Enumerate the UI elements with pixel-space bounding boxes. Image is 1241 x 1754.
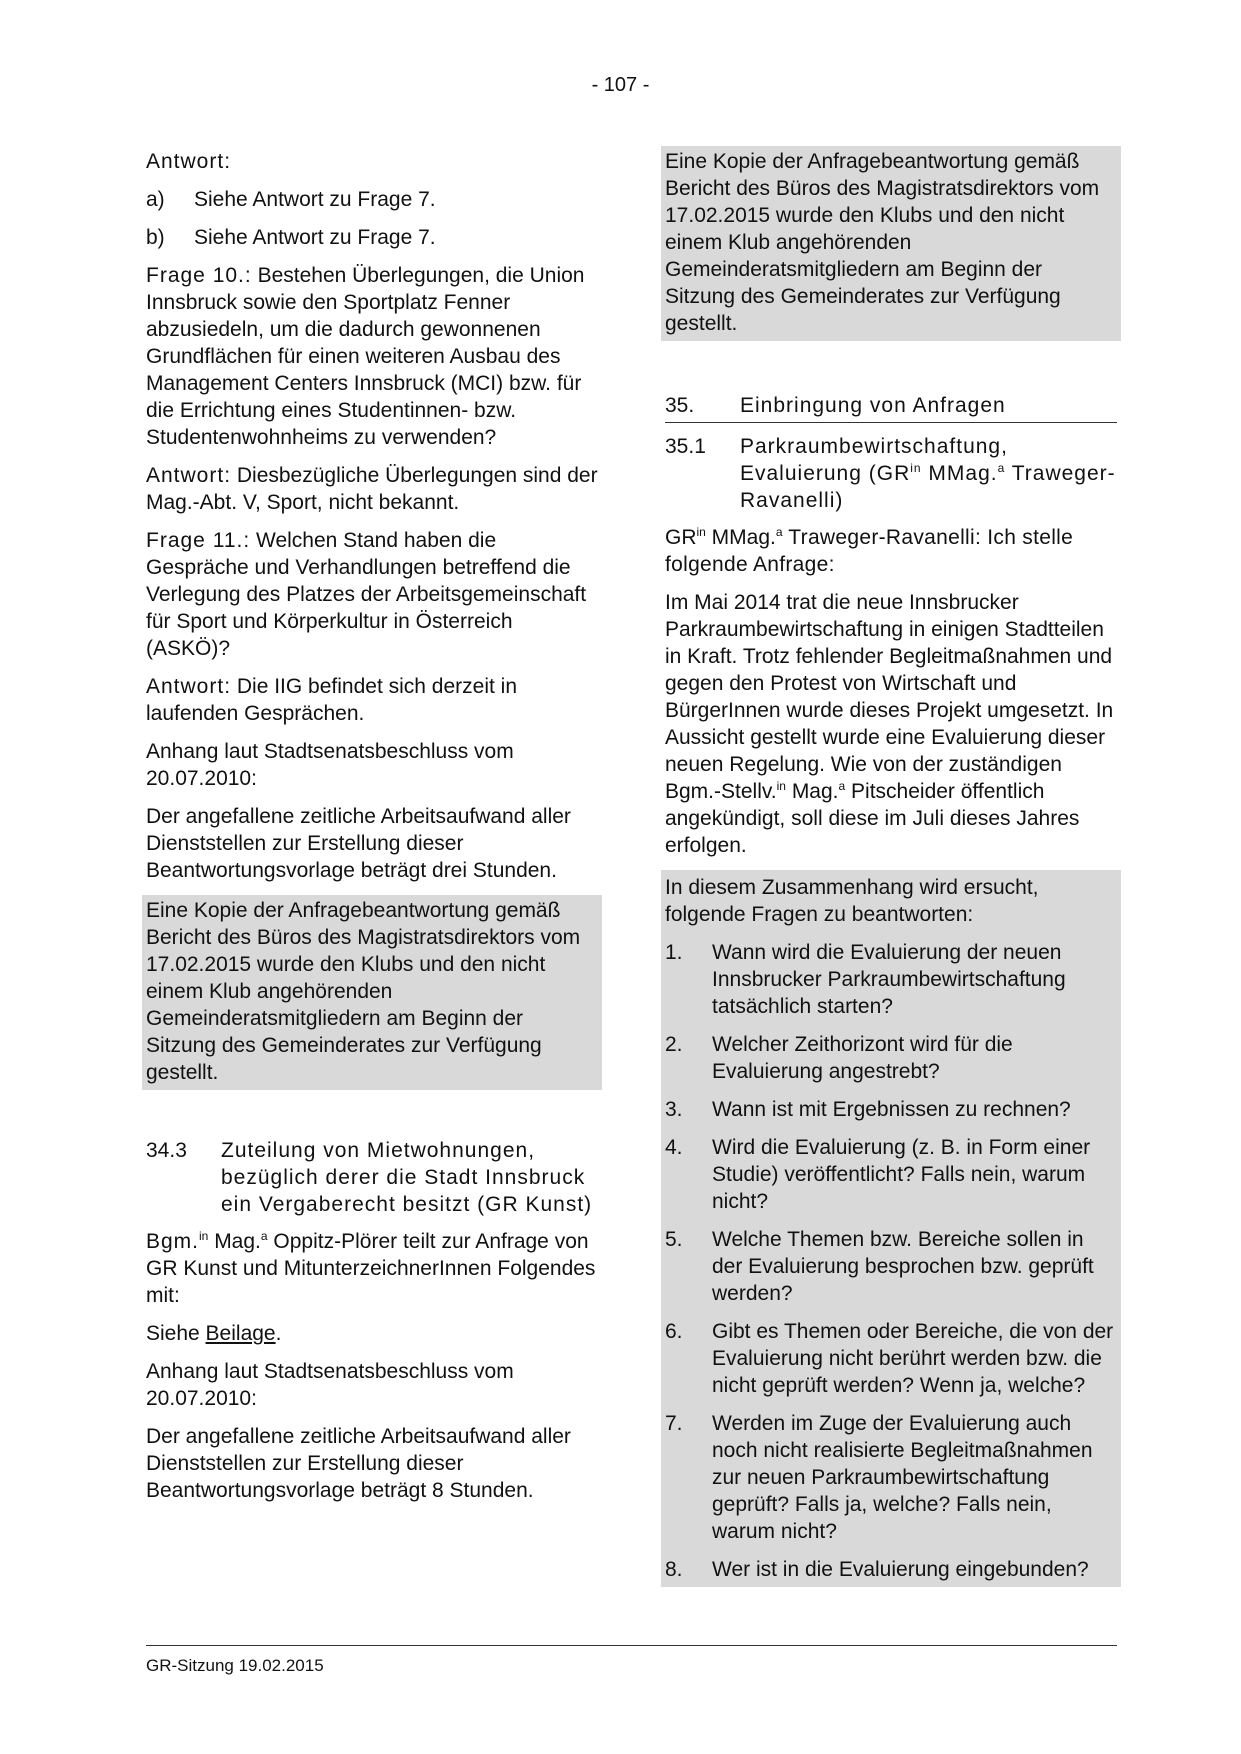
- question-item: [665, 1410, 1117, 1545]
- fragen-intro: In diesem Zusammenhang wird ersucht, folgende Fragen zu beantworten:: [665, 876, 1039, 926]
- siehe-beilage: [146, 1320, 598, 1347]
- bgm-prefix: Bgm.: [146, 1230, 200, 1253]
- intro-sup-a: a: [838, 779, 846, 793]
- question-number: 4.: [665, 1136, 683, 1159]
- kopie-box-1: [142, 895, 602, 1090]
- question-item: [665, 1031, 1117, 1085]
- question-text: Werden im Zuge der Evaluierung auch noch nicht realisierte Begleitmaßnahmen zur neuen Parkraumbewirtschaftung geprüft? Falls ja, welche? Falls nein, warum nicht?: [712, 1412, 1093, 1543]
- intro-part1: Im Mai 2014 trat die neue Innsbrucker Parkraumbewirtschaftung in einigen Stadtteilen in Kraft. Trotz fehlender Begleitmaßnahmen und gegen den Protest von Wirtschaft und BürgerInnen wurde dieses Projekt umgesetzt. In Aussicht gestellt wurde eine Evaluierung dieser neuen Regelung. Wie von der zuständigen Bgm.-Stellv.: [665, 591, 1114, 803]
- section-34-3-number: 34.3: [146, 1139, 187, 1162]
- question-item: [665, 1318, 1117, 1399]
- footer-text: GR-Sitzung 19.02.2015: [146, 1656, 324, 1675]
- section-35-1-title-part1: Parkraumbewirtschaftung, Evaluierung (GR: [740, 435, 1008, 485]
- anhang-2: Anhang laut Stadtsenatsbeschluss vom 20.07.2010:: [146, 1360, 514, 1410]
- section-35-1-sup-a: a: [997, 461, 1006, 475]
- beilage-link[interactable]: Beilage: [205, 1322, 276, 1345]
- bgm-statement: [146, 1228, 598, 1309]
- question-number: 2.: [665, 1033, 683, 1056]
- kopie-1-text: Eine Kopie der Anfragebeantwortung gemäß Bericht des Büros des Magistratsdirektors vom 17.02.2015 wurde den Klubs und den nicht einem Klub angehörenden Gemeinderatsmitgliedern am Beginn der Sitzung des Gemeinderates zur Verfügung gestellt.: [146, 899, 581, 1084]
- question-text: Wann ist mit Ergebnissen zu rechnen?: [712, 1098, 1071, 1121]
- question-item: [665, 1134, 1117, 1215]
- question-item: [665, 1096, 1117, 1123]
- antwort-11: [146, 673, 598, 727]
- question-number: 7.: [665, 1412, 683, 1435]
- intro-part2: Mag.: [785, 780, 839, 803]
- speaker-text: Traweger-Ravanelli: Ich stelle folgende Anfrage:: [665, 526, 1074, 576]
- antwort-11-label: Antwort:: [146, 675, 232, 698]
- frage-10: [146, 262, 598, 451]
- question-number: 6.: [665, 1320, 683, 1343]
- section-34-3-title: Zuteilung von Mietwohnungen, bezüglich derer die Stadt Innsbruck ein Vergaberecht besitzt (GR Kunst): [221, 1139, 593, 1216]
- antwort-heading: Antwort:: [146, 150, 232, 173]
- antwort-10: [146, 462, 598, 516]
- speaker-sup-in: in: [696, 525, 706, 539]
- questions-box: [661, 870, 1121, 1587]
- section-35-heading: [665, 392, 1117, 423]
- anhang-1: Anhang laut Stadtsenatsbeschluss vom 20.07.2010:: [146, 740, 514, 790]
- answer-a-text: Siehe Antwort zu Frage 7.: [194, 188, 436, 211]
- frage-10-label: Frage 10.:: [146, 264, 252, 287]
- bgm-text: Oppitz-Plörer teilt zur Anfrage von GR Kunst und MitunterzeichnerInnen Folgendes mit:: [146, 1230, 596, 1307]
- question-text: Wann wird die Evaluierung der neuen Innsbrucker Parkraumbewirtschaftung tatsächlich starten?: [712, 941, 1066, 1018]
- section-35-number: 35.: [665, 394, 695, 417]
- intro-part3: Pitscheider öffentlich angekündigt, soll diese im Juli dieses Jahres erfolgen.: [665, 780, 1080, 857]
- speaker-sup-a: a: [775, 525, 783, 539]
- section-35-1-title: [740, 433, 1117, 514]
- siehe-suffix: .: [275, 1322, 282, 1345]
- section-35-1-title-part3: Traweger-Ravanelli): [740, 462, 1116, 512]
- question-text: Wird die Evaluierung (z. B. in Form einer Studie) veröffentlicht? Falls nein, warum nicht?: [712, 1136, 1091, 1213]
- section-35-title: Einbringung von Anfragen: [740, 394, 1006, 417]
- answer-a: [146, 186, 598, 213]
- right-column: [665, 148, 1117, 1587]
- question-number: 5.: [665, 1228, 683, 1251]
- question-number: 1.: [665, 941, 683, 964]
- intro-sup-in: in: [776, 779, 786, 793]
- aufwand-1: Der angefallene zeitliche Arbeitsaufwand aller Dienststellen zur Erstellung dieser Beantwortungsvorlage beträgt drei Stunden.: [146, 805, 571, 882]
- question-text: Wer ist in die Evaluierung eingebunden?: [712, 1558, 1089, 1581]
- antwort-11-text: Die IIG befindet sich derzeit in laufenden Gesprächen.: [146, 675, 518, 725]
- frage-11-label: Frage 11.:: [146, 529, 251, 552]
- question-number: 3.: [665, 1098, 683, 1121]
- kopie-box-2: [661, 146, 1121, 341]
- frage-10-text: Bestehen Überlegungen, die Union Innsbruck sowie den Sportplatz Fenner abzusiedeln, um die dadurch gewonnenen Grundflächen für einen weiteren Ausbau des Management Centers Innsbruck (MCI) bzw. für die Errichtung eines Studentinnen- bzw. Studentenwohnheims zu verwenden?: [146, 264, 585, 449]
- answer-b-label: b): [146, 226, 165, 249]
- question-item: [665, 939, 1117, 1020]
- antwort-10-label: Antwort:: [146, 464, 232, 487]
- speaker-mmag: MMag.: [705, 526, 776, 549]
- bgm-sup-in: in: [199, 1229, 209, 1243]
- bgm-sup-a: a: [260, 1229, 268, 1243]
- speaker-line: [665, 524, 1117, 578]
- question-item: [665, 1556, 1117, 1583]
- siehe-prefix: Siehe: [146, 1322, 206, 1345]
- section-35-1-sup-in: in: [910, 461, 922, 475]
- antwort-10-text: Diesbezügliche Überlegungen sind der Mag.-Abt. V, Sport, nicht bekannt.: [146, 464, 598, 514]
- anfrage-intro: [665, 589, 1117, 859]
- footer-divider: [146, 1645, 1117, 1646]
- section-35-1-number: 35.1: [665, 435, 706, 458]
- speaker-gr: GR: [665, 526, 697, 549]
- question-number: 8.: [665, 1558, 683, 1581]
- question-text: Welcher Zeithorizont wird für die Evaluierung angestrebt?: [712, 1033, 1013, 1083]
- section-34-3-heading: [146, 1137, 598, 1218]
- question-item: [665, 1226, 1117, 1307]
- answer-a-label: a): [146, 188, 165, 211]
- kopie-2-text: Eine Kopie der Anfragebeantwortung gemäß Bericht des Büros des Magistratsdirektors vom 17.02.2015 wurde den Klubs und den nicht einem Klub angehörenden Gemeinderatsmitgliedern am Beginn der Sitzung des Gemeinderates zur Verfügung gestellt.: [665, 150, 1100, 335]
- answer-b-text: Siehe Antwort zu Frage 7.: [194, 226, 436, 249]
- question-text: Gibt es Themen oder Bereiche, die von der Evaluierung nicht berührt werden bzw. die nicht geprüft werden? Wenn ja, welche?: [712, 1320, 1114, 1397]
- section-35-1-heading: [665, 433, 1117, 514]
- question-text: Welche Themen bzw. Bereiche sollen in der Evaluierung besprochen bzw. geprüft werden?: [712, 1228, 1094, 1305]
- left-column: [146, 148, 598, 1515]
- aufwand-2: Der angefallene zeitliche Arbeitsaufwand aller Dienststellen zur Erstellung dieser Beantwortungsvorlage beträgt 8 Stunden.: [146, 1425, 571, 1502]
- page-number: - 107 -: [591, 74, 650, 96]
- frage-11-text: Welchen Stand haben die Gespräche und Verhandlungen betreffend die Verlegung des Platzes der Arbeitsgemeinschaft für Sport und Körperkultur in Österreich (ASKÖ)?: [146, 529, 587, 660]
- section-35-1-title-part2: MMag.: [921, 462, 998, 485]
- answer-b: [146, 224, 598, 251]
- bgm-mag: Mag.: [208, 1230, 261, 1253]
- frage-11: [146, 527, 598, 662]
